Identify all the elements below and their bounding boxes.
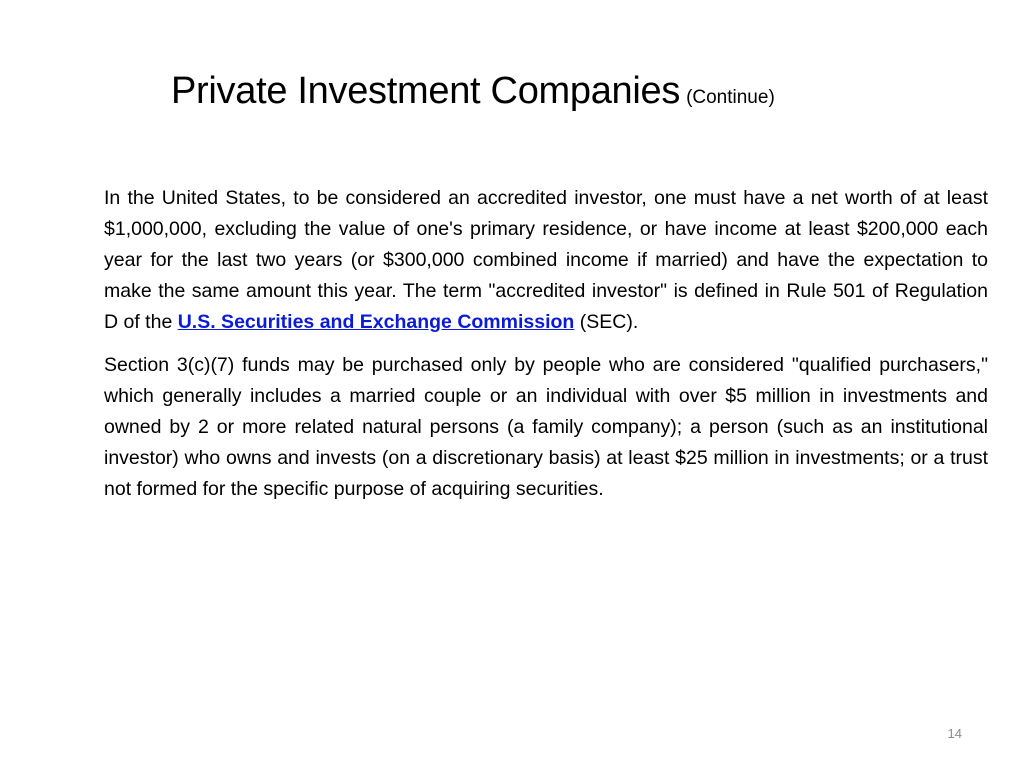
paragraph-accredited-investor-text: In the United States, to be considered an accredited investor, one must have a net worth of at least $1,000,000, excluding the value of one's primary residence, or have income at least $200,000 each year for the last two years (or $300,000 combined income if married) and have the expectation to make the same amount this year. The term "accredited investor" is defined in Rule 501 of Regulation D of the [104,187,988,333]
paragraph-qualified-purchasers: Section 3(c)(7) funds may be purchased only by people who are considered "qualified purchasers," which generally includes a married couple or an individual with over $5 million in investments and owned by 2 or more related natural persons (a family company); a person (such as an institutional investor) who owns and invests (on a discretionary basis) at least $25 million in investments; or a trust not formed for the specific purpose of acquiring securities. [104,354,988,500]
slide-title-subtitle: (Continue) [686,87,775,108]
slide-title [171,72,971,110]
sec-link[interactable]: U.S. Securities and Exchange Commission [177,311,575,333]
paragraph-accredited-investor [104,183,988,338]
slide-body [104,183,988,505]
paragraph-accredited-investor-tail: (SEC). [574,311,639,333]
page-number: 14 [947,726,962,741]
slide-title-main: Private Investment Companies [171,70,681,112]
